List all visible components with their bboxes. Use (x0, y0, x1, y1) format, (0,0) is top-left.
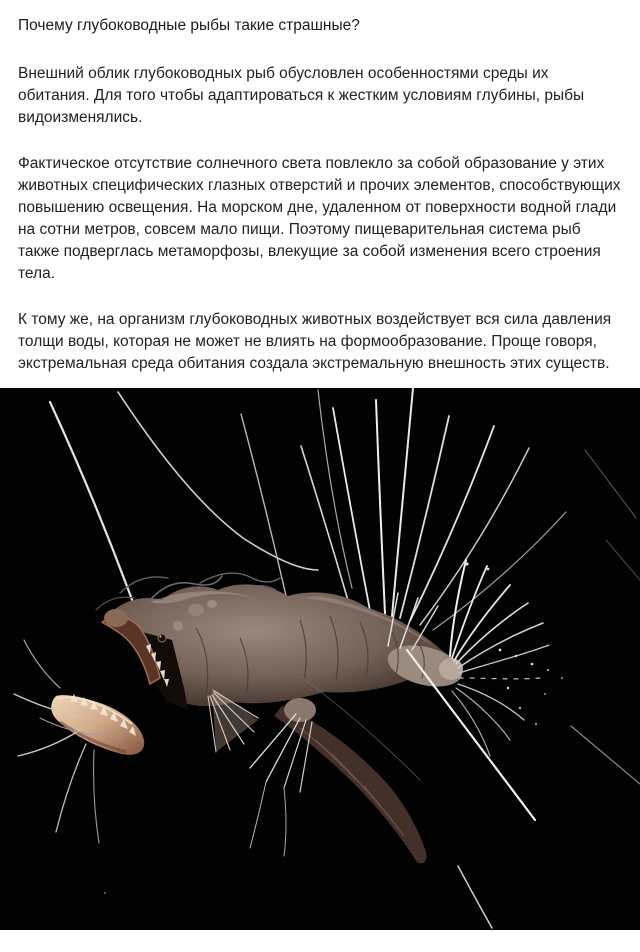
fish-eye (158, 634, 166, 642)
anglerfish-illustration (0, 388, 640, 930)
article (0, 0, 640, 375)
paragraph-1: Внешний облик глубоководных рыб обусловлен особенностями среды их обитания. Для того чтобы адаптироваться к жестким условиям глубины, рыбы видоизменялись. (18, 65, 585, 126)
paragraph-3: К тому же, на организм глубоководных животных воздействует вся сила давления толщи воды, которая не может не влиять на формообразование. Проще говоря, экстремальная среда обитания создала экстремальную внешность этих существ. (18, 311, 612, 372)
paragraph-2: Фактическое отсутствие солнечного света повлекло за собой образование у этих животных специфических глазных отверстий и прочих элементов, способствующих повышению освещения. На морском дне, удаленном от поверхности водной глади на сотни метров, совсем мало пищи. Поэтому пищеварительная система рыб также подверглась метаморфозы, влекущие за собой изменения всего строения тела. (18, 155, 621, 282)
anglerfish-photo (0, 388, 640, 930)
page-title: Почему глубоководные рыбы такие страшные? (18, 17, 360, 34)
